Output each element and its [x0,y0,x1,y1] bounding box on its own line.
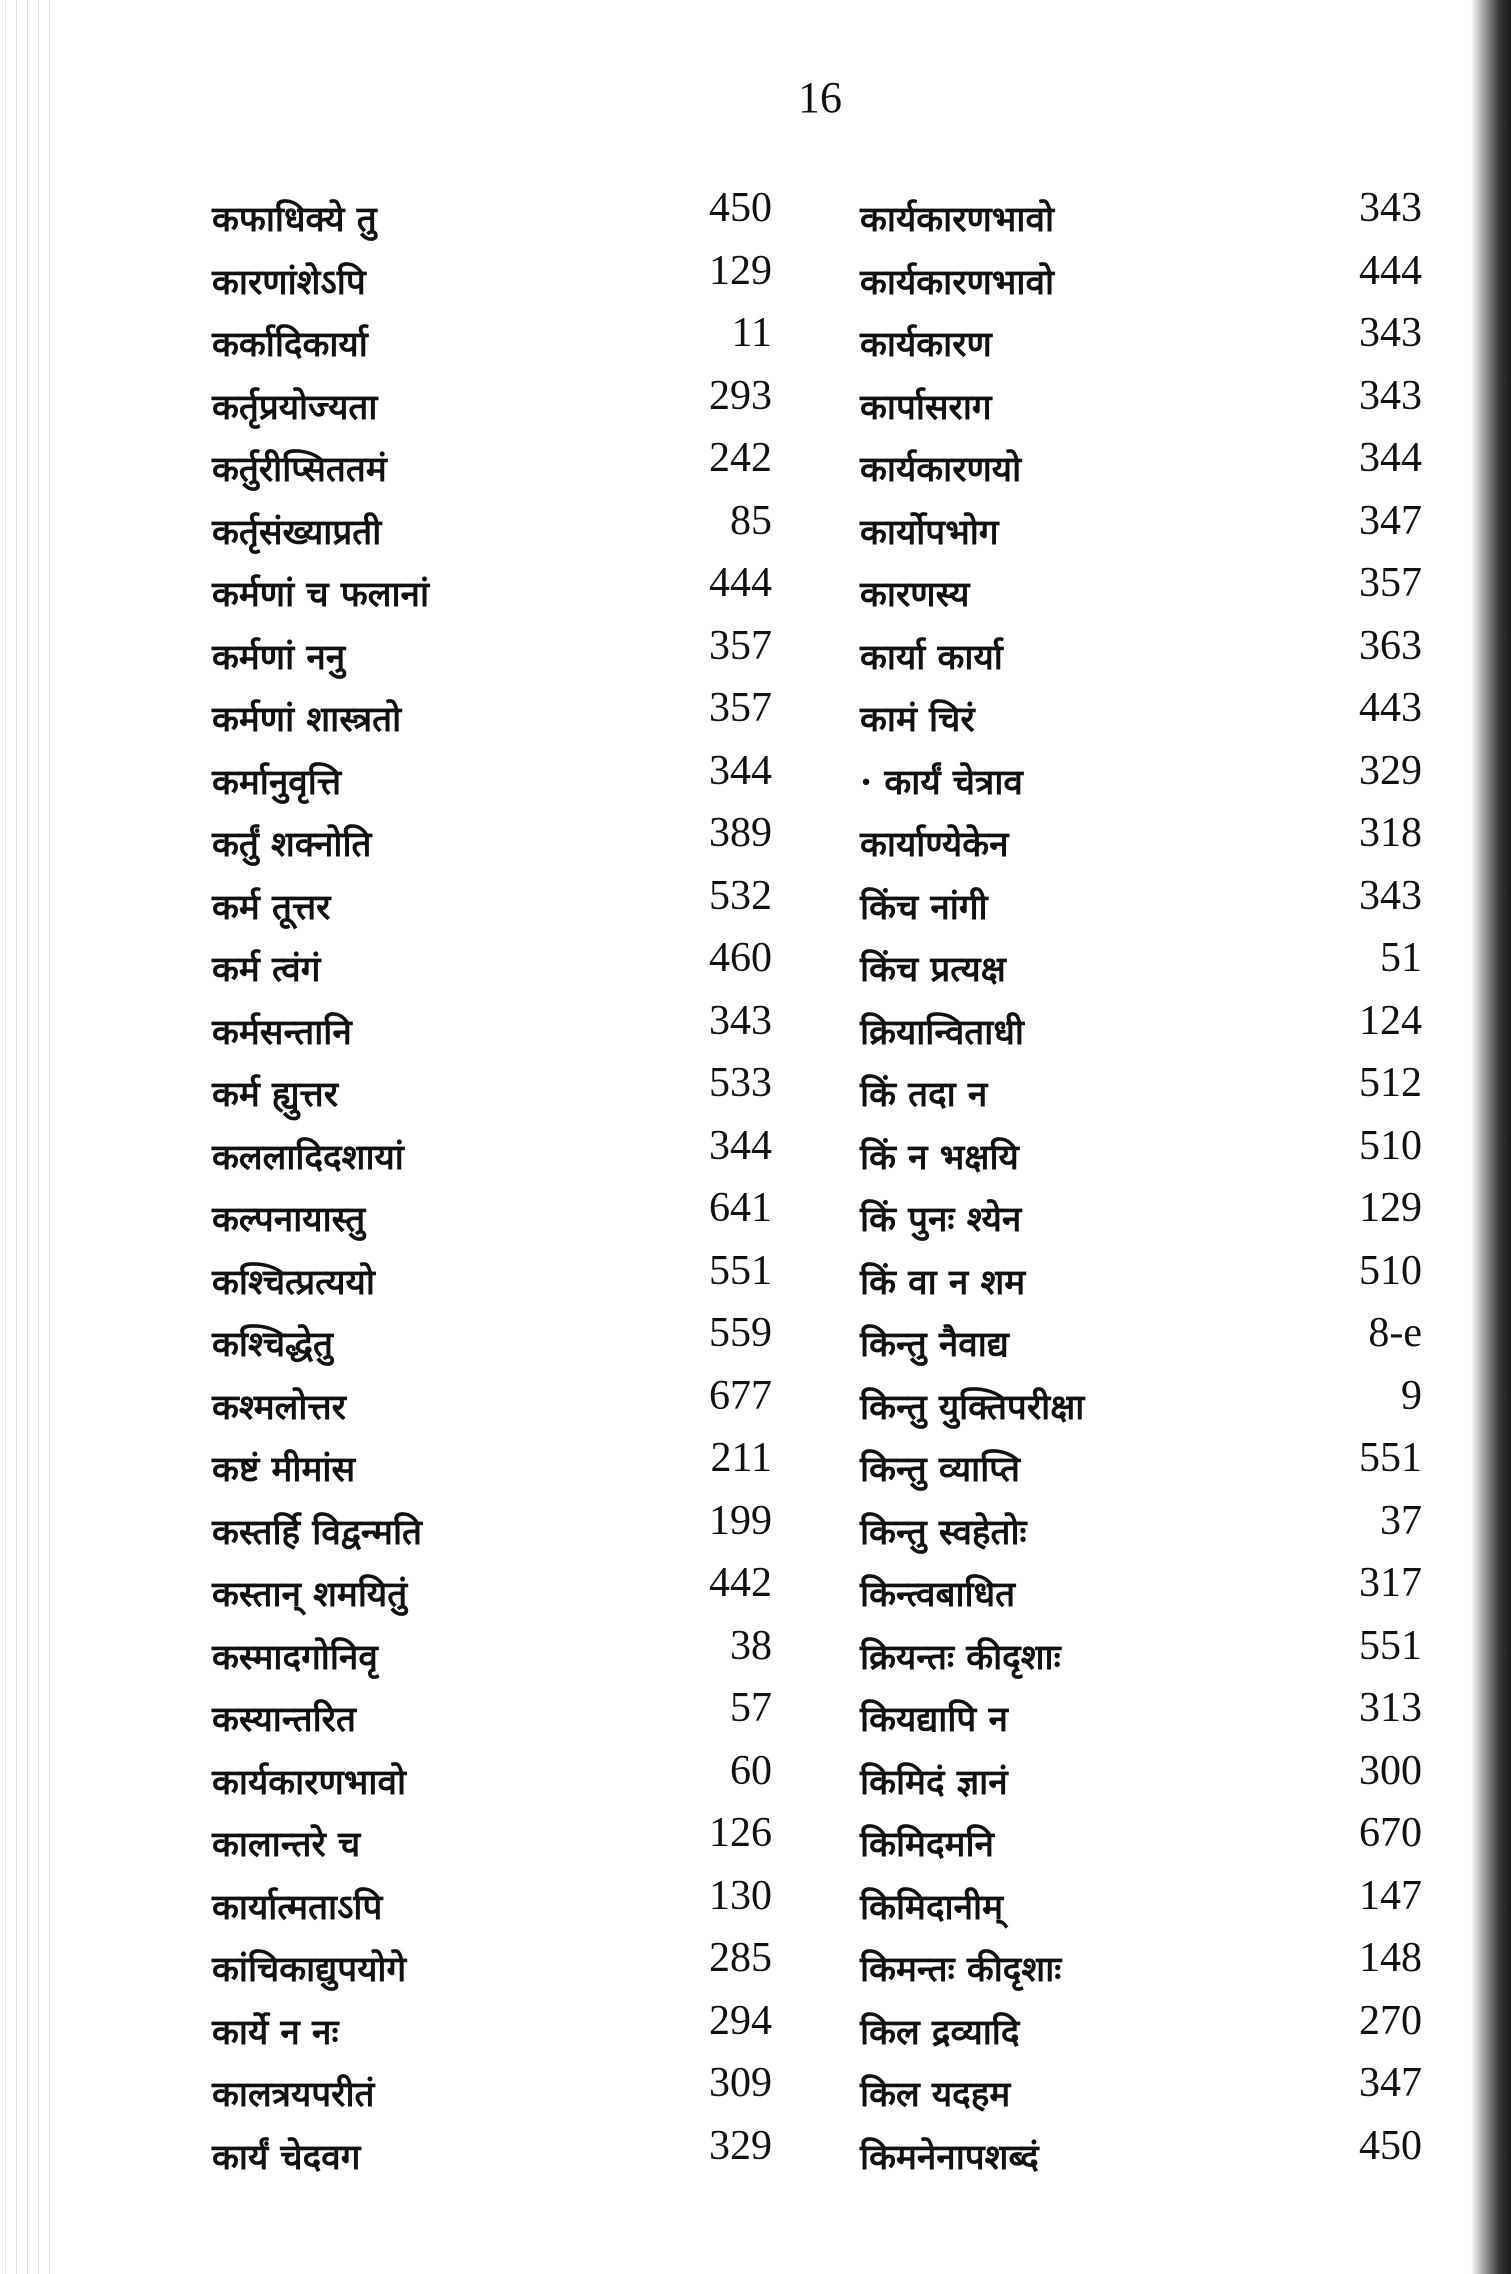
index-page-number: 242 [709,435,772,481]
index-page-number: 677 [709,1372,772,1419]
index-term: कारणांशेऽपि [212,261,366,303]
index-page-number: 551 [1359,1622,1422,1669]
index-entry [860,1368,1480,1431]
index-page-number: 450 [709,185,772,231]
index-page-number: 347 [1359,2060,1422,2106]
index-page-number: 510 [1359,1122,1422,1169]
index-entry [860,1618,1480,1681]
index-term: कार्यकारणयो [860,449,1022,490]
index-term: किन्तु युक्तिपरीक्षा [860,1386,1085,1428]
index-term: किमिदानीम् [860,1886,1004,1928]
index-entry [860,1993,1480,2056]
index-page-number: 343 [1359,872,1422,919]
index-term: किन्तु व्याप्ति [860,1449,1020,1490]
index-entry [212,1430,772,1493]
index-page-number: 293 [709,372,772,419]
index-entry [212,493,772,556]
index-entry [860,243,1480,306]
index-page-number: 199 [709,1497,772,1544]
index-page-number: 357 [709,622,772,669]
index-page-number: 551 [1359,1435,1422,1481]
index-entry [860,2118,1480,2181]
index-page-number: 344 [709,1122,772,1169]
index-page-number: 57 [730,1685,772,1731]
index-page-number: 130 [709,1872,772,1919]
index-page-number: 51 [1380,935,1422,981]
index-page-number: 129 [1359,1185,1422,1231]
index-term: कर्मणां शास्त्रतो [212,699,402,740]
index-entry [212,1993,772,2056]
index-term: क्रियान्विताधी [860,1011,1024,1053]
scan-edge-noise [0,0,55,2274]
index-term: किमनेनापशब्दं [860,2136,1039,2178]
index-term: कार्यकारणभावो [860,261,1055,303]
index-column-left [212,180,772,2180]
index-entry [212,1618,772,1681]
index-term: किं वा न शम [860,1261,1026,1303]
index-entry [212,743,772,806]
index-page-number: 317 [1359,1560,1422,1606]
index-page-number: 444 [1359,247,1422,294]
index-term: कर्म तूत्तर [212,886,331,928]
index-entry [860,1805,1480,1868]
index-entry [212,1305,772,1368]
index-page-number: 38 [730,1622,772,1669]
index-entry [212,1555,772,1618]
index-entry [860,1243,1480,1306]
index-entry [212,180,772,243]
index-page-number: 129 [709,247,772,294]
index-page-number: 8-e [1368,1310,1422,1356]
index-term: कर्कादिकार्या [212,324,368,365]
index-page-number: 148 [1359,1935,1422,1981]
index-page-number: 85 [730,497,772,544]
index-entry [860,1930,1480,1993]
index-entry [212,430,772,493]
index-entry [860,1680,1480,1743]
index-term: कार्या कार्या [860,636,1003,678]
index-entry [860,1493,1480,1556]
index-entry [860,1118,1480,1181]
index-page-number: 559 [709,1310,772,1356]
index-term: किमन्तः कीदृशाः [860,1949,1062,1990]
index-entry [212,1493,772,1556]
index-entry [212,1368,772,1431]
index-term: कार्योपभोग [860,511,999,553]
index-term: कार्याण्येकेन [860,824,1009,865]
index-column-right [860,180,1480,2180]
index-page-number: 444 [709,560,772,606]
index-term: कर्मणां च फलानां [212,574,430,615]
index-page-number: 270 [1359,1997,1422,2044]
index-page-number: 343 [709,997,772,1044]
index-entry [212,1118,772,1181]
index-page-number: 512 [1359,1060,1422,1106]
index-term: कार्यात्मताऽपि [212,1886,383,1928]
index-term: किन्तु नैवाद्य [860,1324,1009,1365]
index-term: कश्चिद्धेतु [212,1324,333,1365]
index-entry [860,2055,1480,2118]
index-page-number: 343 [1359,185,1422,231]
index-page-number: 343 [1359,310,1422,356]
index-term: कार्यं चेदवग [212,2136,361,2178]
index-page-number: 124 [1359,997,1422,1044]
index-term: कांचिकाद्युपयोगे [212,1949,407,1990]
index-term: कालत्रयपरीतं [212,2074,375,2115]
index-term: कार्पासराग [860,386,992,428]
index-term: कष्टं मीमांस [212,1449,356,1490]
index-term: किन्त्वबाधित [860,1574,1016,1615]
index-term: किं न भक्षयि [860,1136,1019,1178]
index-term: कार्यकारणभावो [860,199,1055,240]
index-term: कर्मणां ननु [212,636,346,678]
index-term: किन्तु स्वहेतोः [860,1511,1027,1553]
index-page-number: 460 [709,935,772,981]
index-entry [860,618,1480,681]
index-page-number: 641 [709,1185,772,1231]
index-entry [212,1055,772,1118]
index-page-number: 211 [710,1435,772,1481]
index-term: कल्पनायास्तु [212,1199,366,1240]
index-page-number: 344 [1359,435,1422,481]
index-page-number: 389 [709,810,772,856]
index-page-number: 9 [1401,1372,1422,1419]
index-entry [860,1305,1480,1368]
index-term: कर्तुं शक्नोति [212,824,372,865]
index-entry [212,368,772,431]
index-entry [212,1743,772,1806]
index-entry [860,368,1480,431]
index-term: कर्मानुवृत्ति [212,761,342,803]
index-entry [860,1180,1480,1243]
index-entry [860,180,1480,243]
index-term: क्रियन्तः कीदृशाः [860,1636,1061,1678]
index-page-number: 294 [709,1997,772,2044]
index-term: किमिदं ज्ञानं [860,1761,1008,1803]
index-page-number: 309 [709,2060,772,2106]
index-entry [212,868,772,931]
index-page-number: 551 [709,1247,772,1294]
index-term: कफाधिक्ये तु [212,199,377,240]
index-entry [860,1055,1480,1118]
index-entry [212,680,772,743]
index-term: कर्म ह्युत्तर [212,1074,339,1115]
index-entry [212,618,772,681]
index-entry [212,2055,772,2118]
index-entry [860,493,1480,556]
index-term: कश्चित्प्रत्ययो [212,1261,375,1303]
index-term: कालान्तरे च [212,1824,361,1865]
index-entry [860,868,1480,931]
index-entry [860,993,1480,1056]
index-term: कस्तान् शमयितुं [212,1574,408,1615]
index-entry [212,1680,772,1743]
index-entry [212,1180,772,1243]
index-entry [212,555,772,618]
index-page-number: 344 [709,747,772,794]
index-page-number: 313 [1359,1685,1422,1731]
index-page-number: 533 [709,1060,772,1106]
index-page-number: 363 [1359,622,1422,669]
index-page-number: 443 [1359,685,1422,731]
index-entry [212,993,772,1056]
index-page-number: 37 [1380,1497,1422,1544]
index-page-number: 300 [1359,1747,1422,1794]
index-entry [212,1930,772,1993]
index-term: किंच नांगी [860,886,988,928]
index-term: कार्यकारणभावो [212,1761,407,1803]
index-page-number: 147 [1359,1872,1422,1919]
index-term: किल द्रव्यादि [860,2011,1020,2053]
index-page-number: 60 [730,1747,772,1794]
index-entry [212,1868,772,1931]
index-entry [860,305,1480,368]
index-entry [212,243,772,306]
index-entry [860,805,1480,868]
index-page-number: 670 [1359,1810,1422,1856]
index-term: कर्तुरीप्सिततमं [212,449,387,490]
index-term: कियद्यापि न [860,1699,1008,1740]
index-page-number: 329 [1359,747,1422,794]
index-term: कस्मादगोनिवृ [212,1636,378,1678]
index-term: कार्यकारण [860,324,992,365]
index-term: किंच प्रत्यक्ष [860,949,1006,990]
index-page-number: 126 [709,1810,772,1856]
index-page-number: 347 [1359,497,1422,544]
index-term: किं तदा न [860,1074,988,1115]
index-term: कललादिदशायां [212,1136,404,1178]
index-entry [212,930,772,993]
index-page-number: 318 [1359,810,1422,856]
index-term: · कार्यं चेत्राव [860,761,1023,803]
index-entry [212,1805,772,1868]
index-term: कस्तर्हि विद्वन्मति [212,1511,423,1553]
index-term: कर्तृसंख्याप्रती [212,511,382,553]
index-term: कर्तृप्रयोज्यता [212,386,378,428]
binding-edge-shadow [1471,0,1511,2274]
index-page-number: 510 [1359,1247,1422,1294]
index-term: कार्ये न नः [212,2011,339,2053]
index-term: कश्मलोत्तर [212,1386,346,1428]
index-term: कस्यान्तरित [212,1699,356,1740]
index-entry [860,1430,1480,1493]
index-entry [860,1743,1480,1806]
index-entry [860,680,1480,743]
index-page-number: 285 [709,1935,772,1981]
index-entry [860,930,1480,993]
index-entry [212,805,772,868]
index-page-number: 329 [709,2122,772,2169]
index-page-number: 450 [1359,2122,1422,2169]
index-page-number: 357 [1359,560,1422,606]
index-term: किं पुनः श्येन [860,1199,1022,1240]
index-page-number: 357 [709,685,772,731]
index-entry [860,1868,1480,1931]
index-entry [212,305,772,368]
index-entry [860,1555,1480,1618]
index-term: कारणस्य [860,574,970,615]
index-term: कर्म त्वंगं [212,949,321,990]
index-page-number: 11 [731,310,772,356]
index-entry [860,430,1480,493]
index-entry [212,2118,772,2181]
index-page-number: 343 [1359,372,1422,419]
index-entry [860,555,1480,618]
index-term: कर्मसन्तानि [212,1011,352,1053]
index-page-number: 532 [709,872,772,919]
index-entry [860,743,1480,806]
page-number: 16 [798,73,842,122]
index-term: कामं चिरं [860,699,975,740]
index-term: किमिदमनि [860,1824,994,1865]
index-entry [212,1243,772,1306]
index-term: किल यदहम [860,2074,1011,2115]
index-page-number: 442 [709,1560,772,1606]
